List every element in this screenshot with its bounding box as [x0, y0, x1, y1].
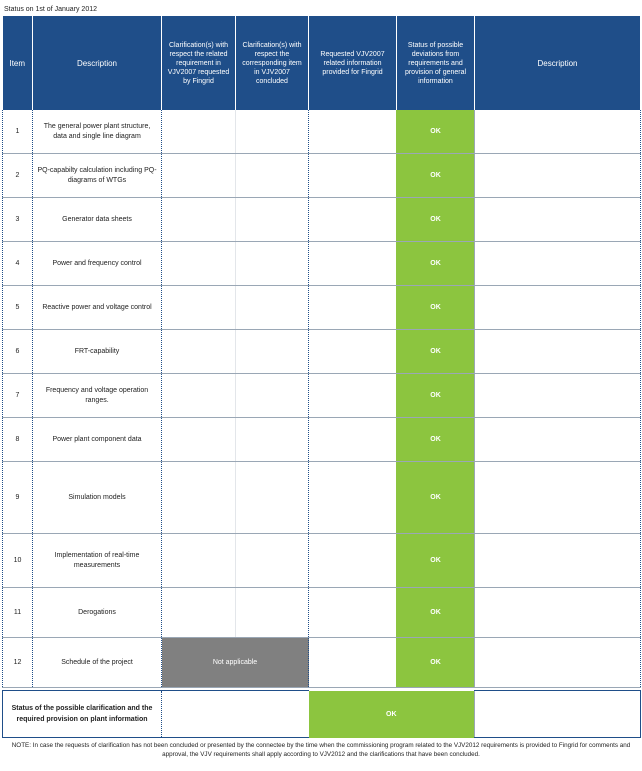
- summary-table: [2, 690, 641, 738]
- row-requested-info-cell[interactable]: [309, 374, 397, 418]
- row-description: PQ-capabilty calculation including PQ-diagrams of WTGs: [33, 154, 162, 198]
- header-description-2: Description: [475, 16, 641, 110]
- row-description: Power plant component data: [33, 418, 162, 462]
- row-status-ok[interactable]: OK: [397, 154, 475, 198]
- row-clarification-concluded-cell[interactable]: [236, 418, 309, 462]
- row-requested-info-cell[interactable]: [309, 198, 397, 242]
- row-description-2-cell[interactable]: [475, 418, 641, 462]
- table-row: [3, 534, 641, 588]
- row-requested-info-cell[interactable]: [309, 330, 397, 374]
- footnote: NOTE: In case the requests of clarification has not been concluded or presented by the connectee by the time when the commissioning program related to the VJV2012 requirements is provided to Fingrid for comments and approval, the VJV requirements shall apply according to VJV2012 and the clarifications that have been concluded.: [11, 742, 631, 758]
- row-status-ok[interactable]: OK: [397, 286, 475, 330]
- row-description-2-cell[interactable]: [475, 242, 641, 286]
- row-clarification-requested-cell[interactable]: [162, 588, 236, 638]
- header-clarification-requested: Clarification(s) with respect the related requirement in VJV2007 requested by Fingrid: [162, 16, 236, 110]
- row-status-ok[interactable]: OK: [397, 242, 475, 286]
- table-row: [3, 242, 641, 286]
- row-status-ok[interactable]: OK: [397, 418, 475, 462]
- row-clarification-concluded-cell[interactable]: [236, 110, 309, 154]
- summary-row: [3, 691, 641, 738]
- row-item-number: 5: [3, 286, 33, 330]
- deviation-status-table-container: [2, 16, 640, 738]
- row-description: Generator data sheets: [33, 198, 162, 242]
- row-item-number: 10: [3, 534, 33, 588]
- row-status-ok[interactable]: OK: [397, 462, 475, 534]
- row-description-2-cell[interactable]: [475, 462, 641, 534]
- row-clarification-requested-cell[interactable]: [162, 462, 236, 534]
- row-item-number: 2: [3, 154, 33, 198]
- row-description-2-cell[interactable]: [475, 110, 641, 154]
- summary-blank-cell: [162, 691, 309, 738]
- row-clarification-concluded-cell[interactable]: [236, 242, 309, 286]
- row-clarification-concluded-cell[interactable]: [236, 588, 309, 638]
- table-row: [3, 110, 641, 154]
- summary-description-cell[interactable]: [475, 691, 641, 738]
- row-item-number: 3: [3, 198, 33, 242]
- row-item-number: 6: [3, 330, 33, 374]
- row-clarification-requested-cell[interactable]: [162, 286, 236, 330]
- summary-label: Status of the possible clarification and the required provision on plant information: [3, 691, 162, 738]
- row-clarification-requested-cell[interactable]: [162, 534, 236, 588]
- row-description-2-cell[interactable]: [475, 330, 641, 374]
- row-clarification-concluded-cell[interactable]: [236, 154, 309, 198]
- header-description: Description: [33, 16, 162, 110]
- header-item: Item: [3, 16, 33, 110]
- row-clarification-requested-cell[interactable]: [162, 418, 236, 462]
- row-clarification-concluded-cell[interactable]: [236, 374, 309, 418]
- row-description-2-cell[interactable]: [475, 286, 641, 330]
- table-row: [3, 154, 641, 198]
- row-description: Frequency and voltage operation ranges.: [33, 374, 162, 418]
- row-clarification-requested-cell[interactable]: [162, 374, 236, 418]
- row-clarification-concluded-cell[interactable]: [236, 330, 309, 374]
- table-row: [3, 462, 641, 534]
- row-description: Reactive power and voltage control: [33, 286, 162, 330]
- row-clarification-concluded-cell[interactable]: [236, 462, 309, 534]
- row-requested-info-cell[interactable]: [309, 534, 397, 588]
- row-requested-info-cell[interactable]: [309, 242, 397, 286]
- header-requested-info: Requested VJV2007 related information provided for Fingrid: [309, 16, 397, 110]
- row-description: FRT-capability: [33, 330, 162, 374]
- row-status-ok[interactable]: OK: [397, 534, 475, 588]
- row-status-ok[interactable]: OK: [397, 588, 475, 638]
- row-status-ok[interactable]: OK: [397, 638, 475, 688]
- header-status-deviations: Status of possible deviations from requirements and provision of general information: [397, 16, 475, 110]
- table-row: [3, 330, 641, 374]
- row-requested-info-cell[interactable]: [309, 588, 397, 638]
- row-clarification-requested-cell[interactable]: [162, 198, 236, 242]
- summary-status-ok[interactable]: OK: [309, 691, 475, 738]
- row-clarification-requested-cell[interactable]: [162, 330, 236, 374]
- row-description: Simulation models: [33, 462, 162, 534]
- row-clarification-requested-cell[interactable]: [162, 154, 236, 198]
- table-row: [3, 638, 641, 688]
- row-item-number: 12: [3, 638, 33, 688]
- row-requested-info-cell[interactable]: [309, 418, 397, 462]
- row-status-ok[interactable]: OK: [397, 374, 475, 418]
- header-clarification-concluded: Clarification(s) with respect the corresponding item in VJV2007 concluded: [236, 16, 309, 110]
- row-requested-info-cell[interactable]: [309, 154, 397, 198]
- row-description-2-cell[interactable]: [475, 198, 641, 242]
- row-item-number: 11: [3, 588, 33, 638]
- row-status-ok[interactable]: OK: [397, 110, 475, 154]
- table-row: [3, 286, 641, 330]
- table-header-row: [3, 16, 641, 110]
- row-clarification-concluded-cell[interactable]: [236, 286, 309, 330]
- status-date-line: Status on 1st of January 2012: [4, 6, 98, 13]
- row-description: Implementation of real-time measurements: [33, 534, 162, 588]
- row-item-number: 9: [3, 462, 33, 534]
- row-clarification-concluded-cell[interactable]: [236, 534, 309, 588]
- row-status-ok[interactable]: OK: [397, 198, 475, 242]
- row-description-2-cell[interactable]: [475, 588, 641, 638]
- row-description: Power and frequency control: [33, 242, 162, 286]
- deviation-status-table: [2, 16, 641, 688]
- row-item-number: 7: [3, 374, 33, 418]
- not-applicable-cell: Not applicable: [162, 638, 309, 688]
- row-item-number: 8: [3, 418, 33, 462]
- row-status-ok[interactable]: OK: [397, 330, 475, 374]
- table-row: [3, 588, 641, 638]
- row-requested-info-cell[interactable]: [309, 286, 397, 330]
- table-row: [3, 418, 641, 462]
- row-description-2-cell[interactable]: [475, 154, 641, 198]
- row-clarification-requested-cell[interactable]: [162, 110, 236, 154]
- table-row: [3, 374, 641, 418]
- row-description: The general power plant structure, data and single line diagram: [33, 110, 162, 154]
- row-requested-info-cell[interactable]: [309, 638, 397, 688]
- row-requested-info-cell[interactable]: [309, 110, 397, 154]
- row-requested-info-cell[interactable]: [309, 462, 397, 534]
- table-row: [3, 198, 641, 242]
- row-description: Derogations: [33, 588, 162, 638]
- row-item-number: 4: [3, 242, 33, 286]
- row-item-number: 1: [3, 110, 33, 154]
- row-description: Schedule of the project: [33, 638, 162, 688]
- row-clarification-requested-cell[interactable]: [162, 242, 236, 286]
- row-description-2-cell[interactable]: [475, 534, 641, 588]
- row-description-2-cell[interactable]: [475, 638, 641, 688]
- row-clarification-concluded-cell[interactable]: [236, 198, 309, 242]
- row-description-2-cell[interactable]: [475, 374, 641, 418]
